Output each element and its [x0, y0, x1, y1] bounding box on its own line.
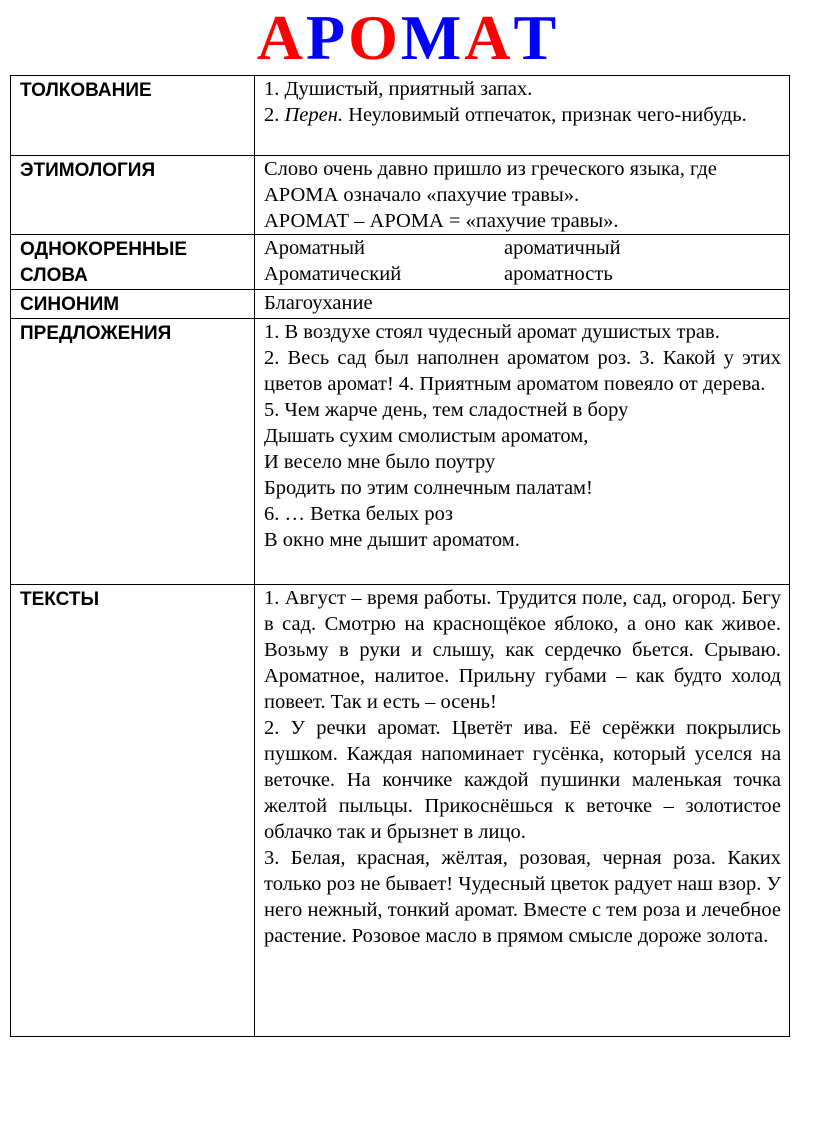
- term-cell: ТЕКСТЫ: [11, 585, 255, 1037]
- table-row: [11, 76, 790, 156]
- definition-line: [264, 102, 781, 128]
- related-word: ароматичный: [504, 237, 621, 259]
- text-passage: 3. Белая, красная, жёлтая, розовая, черная роза. Каких только роз не бывает! Чудесный цветок радует наш взор. У него нежный, тонкий аромат. Вместе с тем роза и лечебное растение. Розовое масло в прямом смысле дороже золота.: [264, 847, 781, 947]
- text-passage: 1. Август – время работы. Трудится поле, сад, огород. Бегу в сад. Смотрю на краснощёкое яблоко, а оно как живое. Возьму в руки и слышу, как сердечко бьется. Срываю. Ароматное, налитое. Прильну губами – как будто холод повеет. Так и есть – осень!: [264, 587, 781, 713]
- definition-line: 1. Душистый, приятный запах.: [264, 78, 533, 100]
- poem-line: В окно мне дышит ароматом.: [264, 529, 520, 551]
- term-cell: ТОЛКОВАНИЕ: [11, 76, 255, 156]
- definition-cell: [255, 76, 790, 156]
- poem-line: 6. … Ветка белых роз: [264, 503, 453, 525]
- poem-line: И весело мне было поутру: [264, 451, 496, 473]
- definition-text: Неуловимый отпечаток, признак чего-нибудь.: [343, 104, 747, 126]
- definition-cell: [255, 290, 790, 319]
- definition-cell: [255, 235, 790, 290]
- term-cell: ОДНОКОРЕННЫЕ СЛОВА: [11, 235, 255, 290]
- table-row: [11, 235, 790, 290]
- related-words-row: [264, 235, 781, 261]
- title-letter: А: [256, 2, 307, 73]
- term-cell: СИНОНИМ: [11, 290, 255, 319]
- table-row: [11, 319, 790, 585]
- related-word: Ароматический: [264, 263, 402, 285]
- synonym-value: Благоухание: [264, 292, 373, 314]
- related-words-row: [264, 261, 781, 287]
- poem-line: Дышать сухим смолистым ароматом,: [264, 425, 589, 447]
- related-word: Ароматный: [264, 237, 365, 259]
- definition-number: 2.: [264, 104, 285, 126]
- definition-cell: [255, 319, 790, 585]
- text-passage: 2. У речки аромат. Цветёт ива. Её серёжки покрылись пушком. Каждая напоминает гусёнка, который уселся на веточке. На кончике каждой пушинки маленькая точка желтой пыльцы. Прикоснёшься к веточке – золотистое облачко так и брызнет в лицо.: [264, 717, 781, 843]
- term-cell: ПРЕДЛОЖЕНИЯ: [11, 319, 255, 585]
- definition-cell: [255, 156, 790, 235]
- etymology-formula: АРОМАТ – АРОМА = «пахучие травы».: [264, 210, 619, 232]
- example-sentence: 2. Весь сад был наполнен ароматом роз. 3. Какой у этих цветов аромат! 4. Приятным ароматом повеяло от дерева.: [264, 347, 781, 395]
- title-letter: Р: [306, 2, 349, 73]
- example-sentence: 1. В воздухе стоял чудесный аромат душистых трав.: [264, 321, 720, 343]
- word-card-table: [10, 75, 790, 1037]
- page-title: [0, 2, 816, 73]
- related-word: ароматность: [504, 263, 613, 285]
- figurative-mark: Перен.: [284, 104, 344, 126]
- table-row: [11, 156, 790, 235]
- title-letter: О: [348, 2, 401, 73]
- poem-line: Бродить по этим солнечным палатам!: [264, 477, 593, 499]
- etymology-text: Слово очень давно пришло из греческого языка, где АРОМА означало «пахучие травы».: [264, 158, 717, 206]
- term-cell: ЭТИМОЛОГИЯ: [11, 156, 255, 235]
- poem-line: 5. Чем жарче день, тем сладостней в бору: [264, 399, 629, 421]
- table-row: [11, 290, 790, 319]
- title-letter: А: [464, 2, 514, 73]
- table-row: [11, 585, 790, 1037]
- definition-cell: [255, 585, 790, 1037]
- title-letter: М: [400, 2, 465, 73]
- title-letter: Т: [513, 2, 560, 73]
